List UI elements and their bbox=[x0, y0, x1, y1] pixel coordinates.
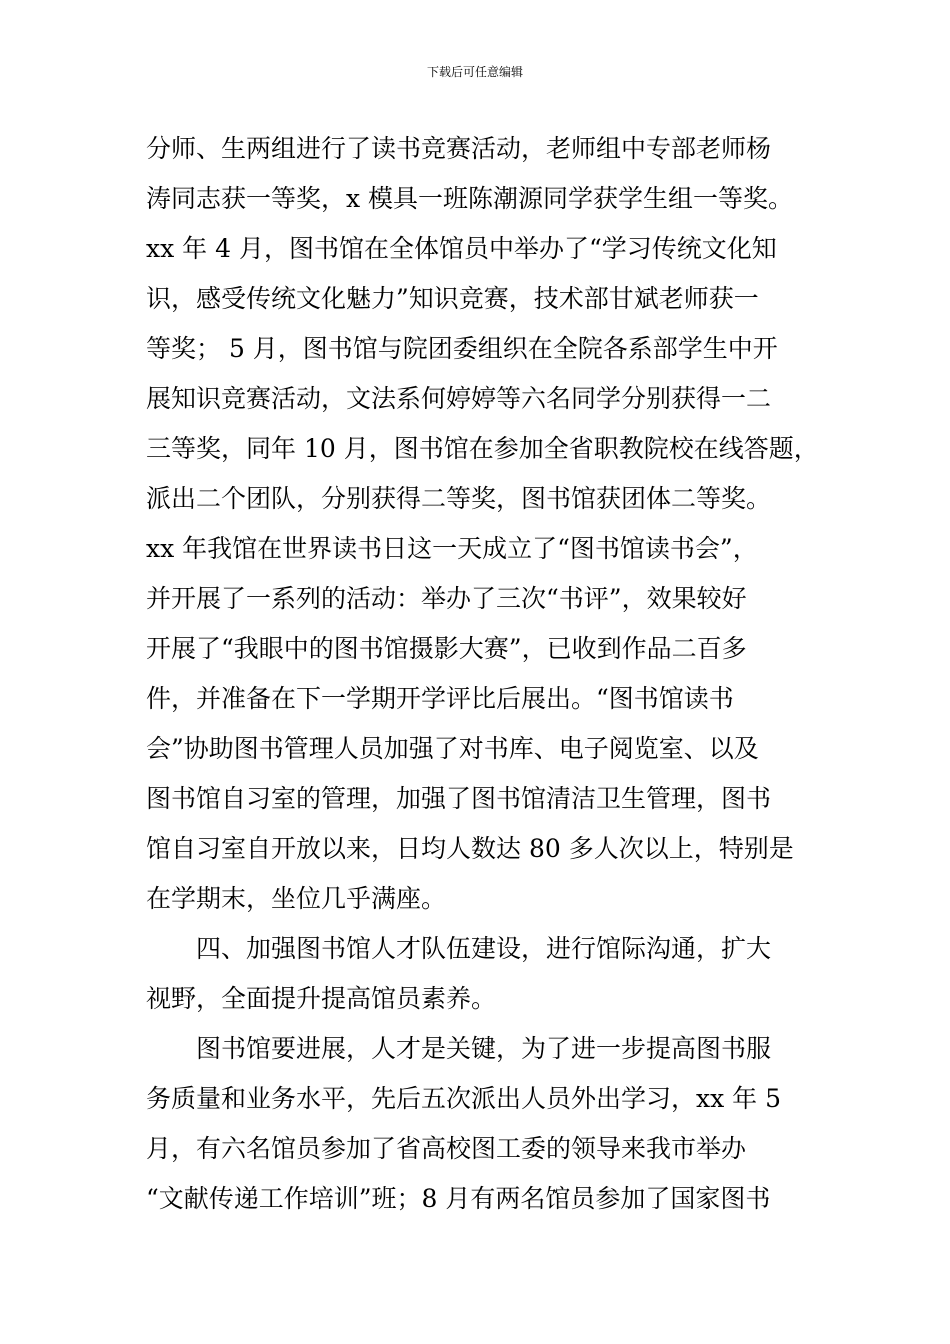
text-line: 开展了“我眼中的图书馆摄影大赛”，已收到作品二百多 bbox=[146, 634, 747, 663]
text-line: xx 年 4 月，图书馆在全体馆员中举办了“学习传统文化知 bbox=[146, 234, 777, 263]
text-line: 视野，全面提升提高馆员素养。 bbox=[146, 984, 497, 1013]
text-line: 并开展了一系列的活动：举办了三次“书评”，效果较好 bbox=[146, 584, 747, 613]
text-line: 月，有六名馆员参加了省高校图工委的领导来我市举办 bbox=[146, 1134, 747, 1163]
page-header: 下载后可任意编辑 bbox=[426, 65, 523, 79]
text-line: 涛同志获一等奖，x 模具一班陈潮源同学获学生组一等奖。 bbox=[146, 184, 794, 213]
text-line: 等奖； 5 月，图书馆与院团委组织在全院各系部学生中开 bbox=[146, 334, 778, 363]
text-line: 三等奖，同年 10 月，图书馆在参加全省职教院校在线答题， bbox=[146, 434, 819, 463]
text-line: 馆自习室自开放以来，日均人数达 80 多人次以上，特别是 bbox=[146, 834, 794, 863]
text-line: 会”协助图书管理人员加强了对书库、电子阅览室、以及 bbox=[146, 734, 759, 763]
text-line: 分师、生两组进行了读书竞赛活动，老师组中专部老师杨 bbox=[146, 134, 772, 163]
text-line: 在学期末，坐位几乎满座。 bbox=[146, 884, 447, 913]
text-line: 图书馆自习室的管理，加强了图书馆清洁卫生管理，图书 bbox=[146, 784, 772, 813]
section-heading: 四、加强图书馆人才队伍建设，进行馆际沟通，扩大 bbox=[196, 934, 772, 963]
text-line: 识，感受传统文化魅力”知识竞赛，技术部甘斌老师获一 bbox=[146, 284, 759, 313]
text-line: “文献传递工作培训”班；8 月有两名馆员参加了国家图书 bbox=[146, 1184, 771, 1213]
text-line: 展知识竞赛活动，文法系何婷婷等六名同学分别获得一二 bbox=[146, 384, 772, 413]
paragraph-start: 图书馆要进展，人才是关键，为了进一步提高图书服 bbox=[196, 1034, 772, 1063]
text-line: 件，并准备在下一学期开学评比后展出。“图书馆读书 bbox=[146, 684, 734, 713]
text-line: 派出二个团队，分别获得二等奖，图书馆获团体二等奖。 bbox=[146, 484, 772, 513]
body-text bbox=[146, 124, 836, 1224]
text-line: xx 年我馆在世界读书日这一天成立了“图书馆读书会”， bbox=[146, 534, 758, 563]
text-line: 务质量和业务水平，先后五次派出人员外出学习，xx 年 5 bbox=[146, 1084, 781, 1113]
